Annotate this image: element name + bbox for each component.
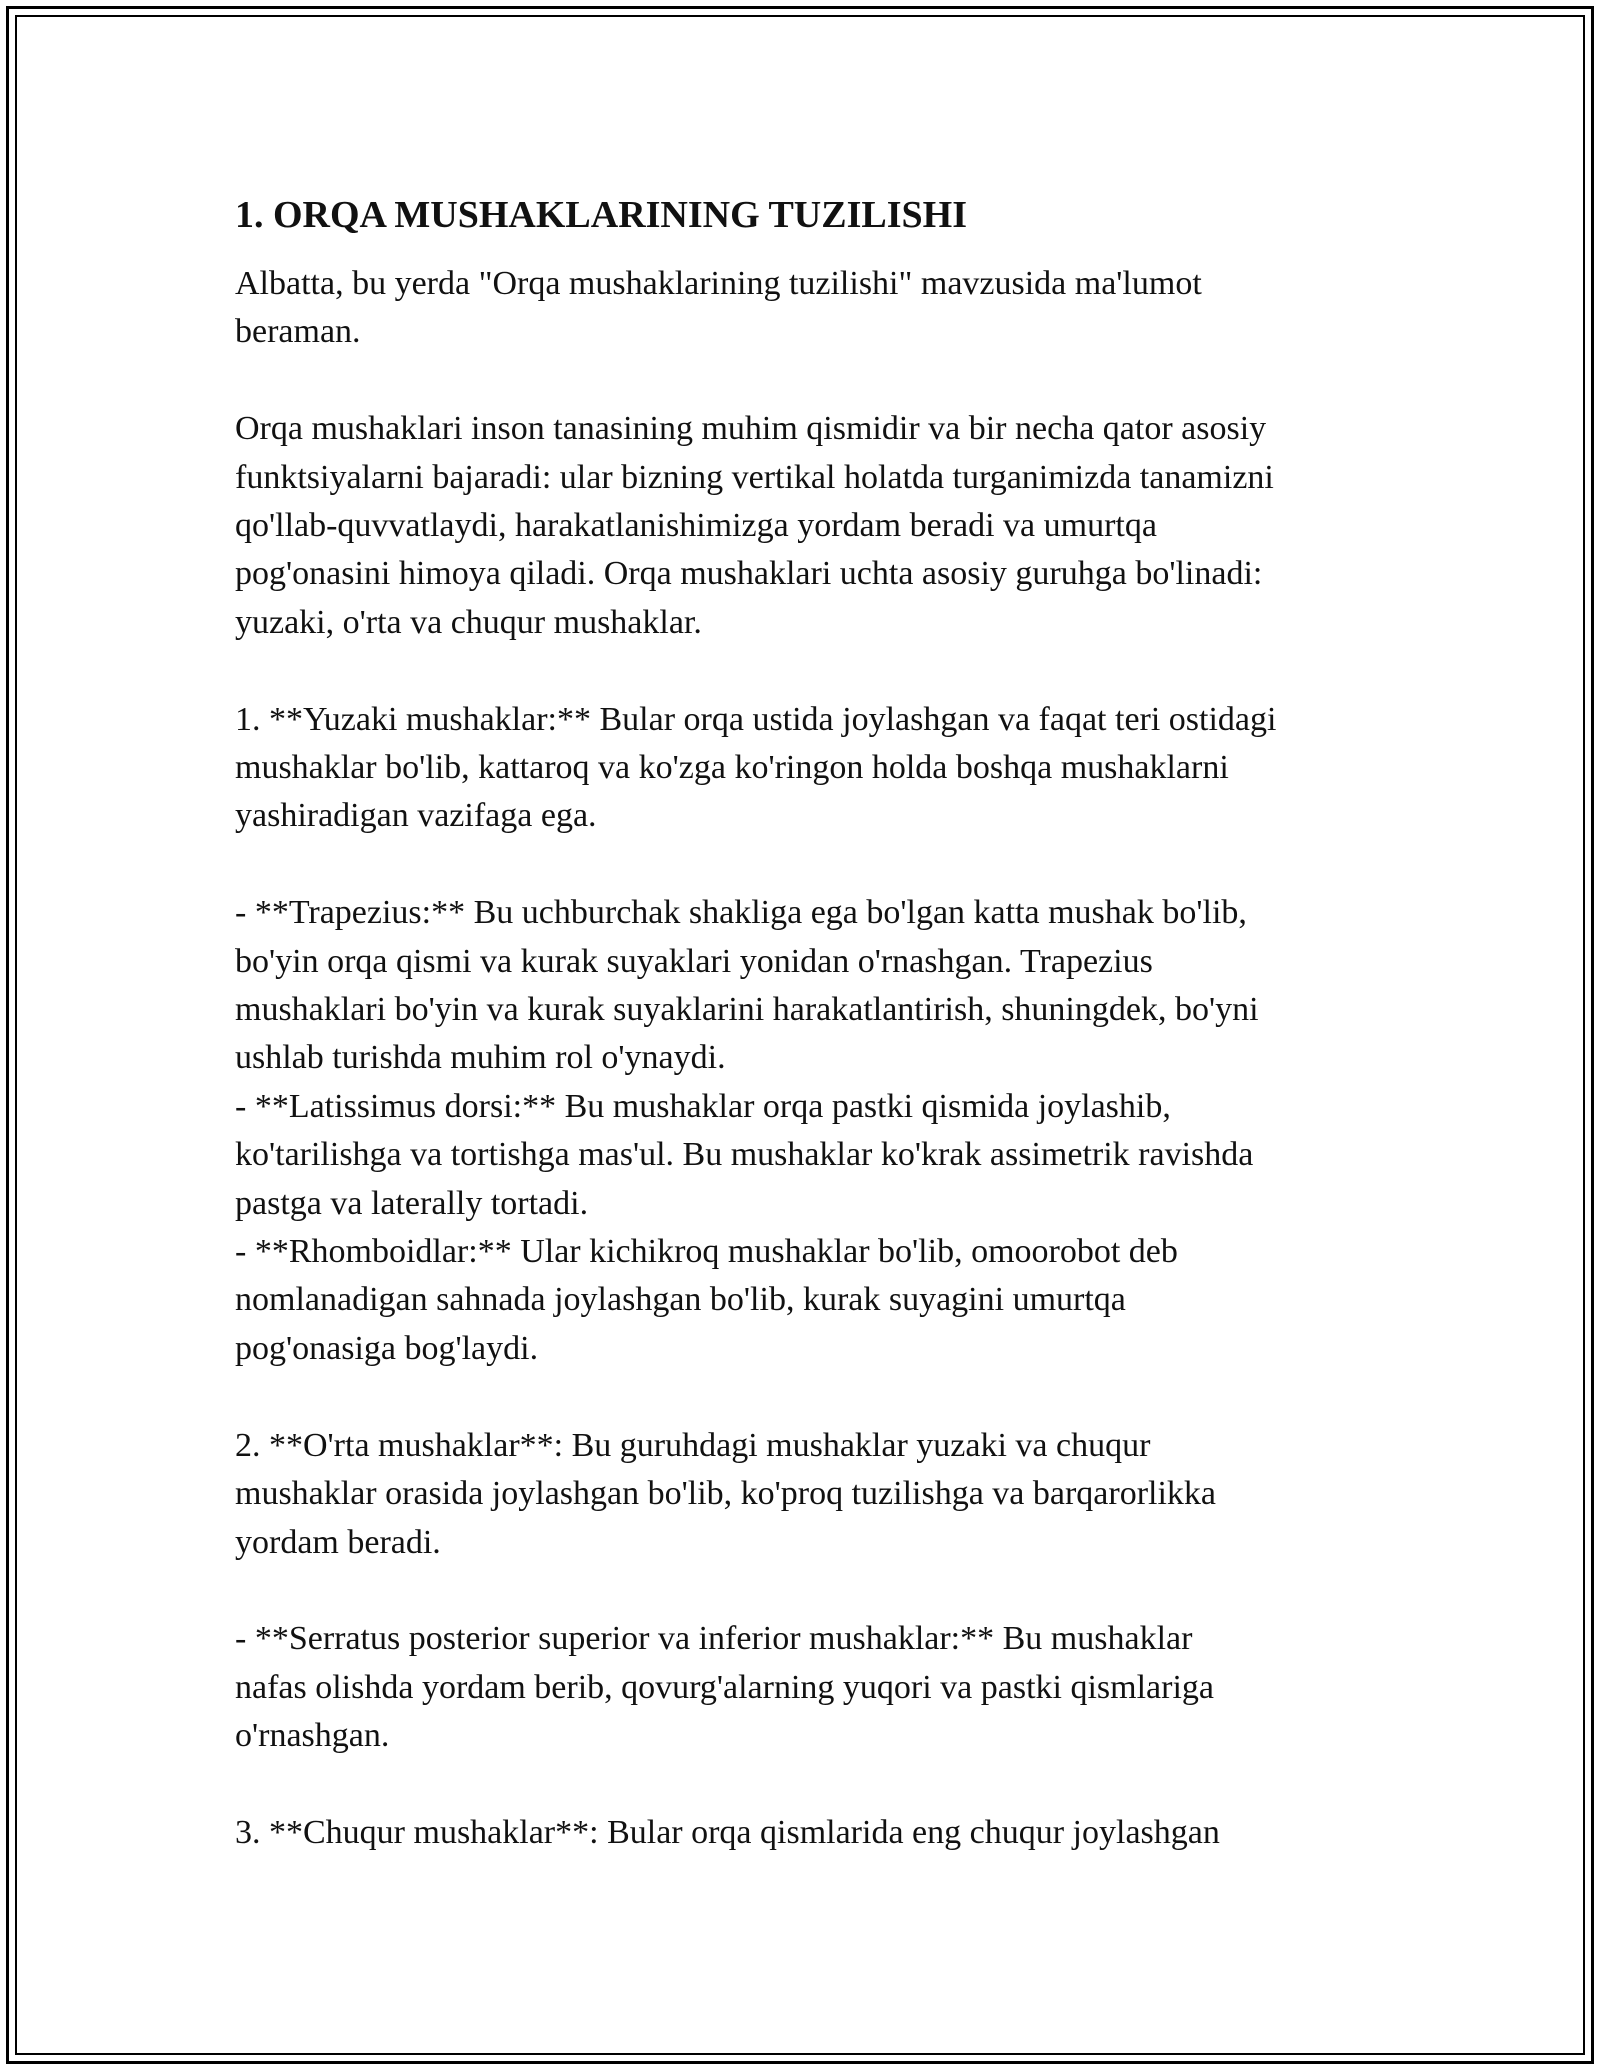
deep-muscles-paragraph: 3. **Chuqur mushaklar**: Bular orqa qismlarida eng chuqur joylashgan <box>235 1813 1220 1851</box>
superficial-muscles-paragraph: 1. **Yuzaki mushaklar:** Bular orqa ustida joylashgan va faqat teri ostidagi mushaklar bo'lib, kattaroq va ko'zga ko'ringon holda boshqa mushaklarni yashiradigan vazifaga ega. <box>235 700 1277 835</box>
middle-muscles-list: - **Serratus posterior superior va inferior mushaklar:** Bu mushaklar nafas olishda yordam berib, qovurg'alarning yuqori va pastki qismlariga o'rnashgan. <box>235 1620 1214 1755</box>
document-body <box>235 192 1375 1857</box>
paragraph-spacer <box>235 647 1375 695</box>
paragraph-spacer <box>235 1373 1375 1421</box>
superficial-muscles-list: - **Trapezius:** Bu uchburchak shakliga ega bo'lgan katta mushak bo'lib, bo'yin orqa qismi va kurak suyaklari yonidan o'rnashgan. Trapezius mushaklari bo'yin va kurak suyaklarini harakatlantirish, shuningdek, bo'yni ushlab turishda muhim rol o'ynaydi. - **Latissimus dorsi:** Bu mushaklar orqa pastki qismida joylashib, ko'tarilishga va tortishga mas'ul. Bu mushaklar ko'krak assimetrik ravishda pastga va laterally tortadi. - **Rhomboidlar:** Ular kichikroq mushaklar bo'lib, omoorobot deb nomlanadigan sahnada joylashgan bo'lib, kurak suyagini umurtqa pog'onasiga bog'laydi. <box>235 894 1259 1367</box>
paragraph-spacer <box>235 1761 1375 1809</box>
page-title: 1. ORQA MUSHAKLARINING TUZILISHI <box>235 194 968 236</box>
paragraph-spacer <box>235 1567 1375 1615</box>
intro-paragraph: Albatta, bu yerda "Orqa mushaklarining tuzilishi" mavzusida ma'lumot beraman. <box>235 265 1202 351</box>
paragraph-spacer <box>235 357 1375 405</box>
paragraph-spacer <box>235 841 1375 889</box>
middle-muscles-paragraph: 2. **O'rta mushaklar**: Bu guruhdagi mushaklar yuzaki va chuqur mushaklar orasida joylashgan bo'lib, ko'proq tuzilishga va barqarorlikka yordam beradi. <box>235 1426 1217 1561</box>
overview-paragraph: Orqa mushaklari inson tanasining muhim qismidir va bir necha qator asosiy funktsiyalarni bajaradi: ular bizning vertikal holatda turganimizda tanamizni qo'llab-quvvatlaydi, harakatlanishimizga yordam beradi va umurtqa pog'onasini himoya qiladi. Orqa mushaklari uchta asosiy guruhga bo'linadi: yuzaki, o'rta va chuqur mushaklar. <box>235 410 1274 641</box>
